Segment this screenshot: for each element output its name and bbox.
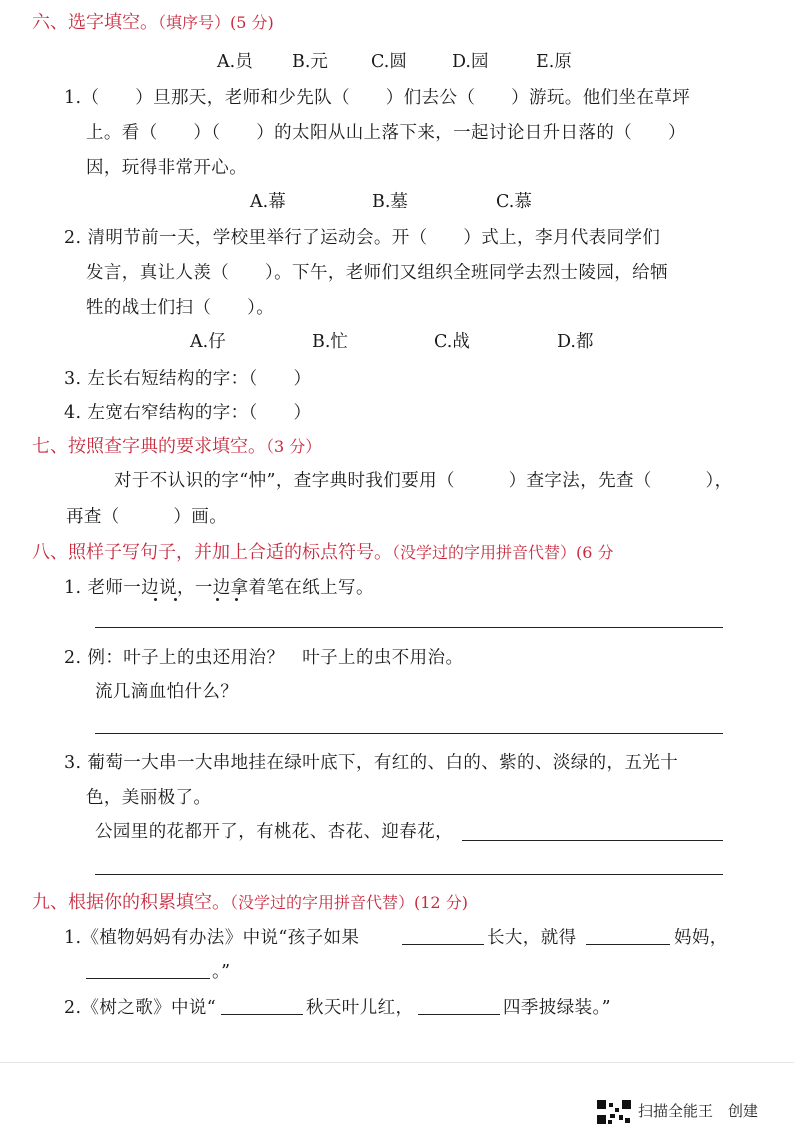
section8-heading [32,538,614,564]
option-list-3-c: C.战 [434,332,470,352]
section6-heading [32,8,274,34]
option-list-3-d: D.都 [557,332,594,352]
fill-blank[interactable] [221,1014,303,1015]
option-list-3-b: B.忙 [312,332,348,352]
section8-q3-line-2: 色，美丽极了。 [86,788,212,808]
section8-q1-line: 1. 老师一边说，一边拿着笔在纸上写。 [64,578,374,598]
q1-line-2: 上。看（ ）（ ）的太阳从山上落下来，一起讨论日升日落的（ ） [86,123,686,143]
section9-q1-part-a: 1.《植物妈妈有办法》中说“孩子如果 [64,928,360,948]
fill-blank[interactable] [418,1014,500,1015]
answer-line[interactable] [95,733,723,734]
option-list-1-d: D.园 [452,52,489,72]
option-list-1-c: C.圆 [371,52,407,72]
section9-q1-part-b: 长大，就得 [487,928,577,948]
q2-line-1: 2. 清明节前一天，学校里举行了运动会。开（ ）式上，李月代表同学们 [64,228,661,248]
section7-heading [32,432,321,458]
section6-note: （填序号）(5 分) [158,13,274,32]
q4-line: 4. 左宽右窄结构的字：（ ） [64,403,312,423]
section8-q2-example: 2. 例：叶子上的虫还用治？ 叶子上的虫不用治。 [64,648,464,668]
section7-note: （3 分） [266,437,322,456]
emphasis-dot [235,598,238,601]
section8-title: 八、照样子写句子，并加上合适的标点符号。 [32,542,392,563]
answer-line[interactable] [95,627,723,628]
option-list-1-a: A.员 [217,52,253,72]
section9-q2-part-c: 四季披绿装。” [503,998,611,1018]
option-list-1-b: B.元 [292,52,328,72]
qr-code-icon [597,1100,631,1124]
section6-title: 六、选字填空。 [32,12,158,33]
q1-line-1: 1.（ ）旦那天，老师和少先队（ ）们去公（ ）游玩。他们坐在草坪 [64,88,691,108]
section9-note: （没学过的字用拼音代替）(12 分) [230,893,468,912]
emphasis-dot [216,598,219,601]
fill-blank[interactable] [402,944,484,945]
section9-heading [32,888,468,914]
q3-line: 3. 左长右短结构的字：（ ） [64,369,312,389]
q2-line-2: 发言，真让人羡（ ）。下午，老师们又组织全班同学去烈士陵园，给牺 [86,263,668,283]
fill-blank[interactable] [586,944,670,945]
option-list-2-a: A.幕 [250,192,286,212]
footer-divider [0,1062,794,1063]
section8-q3-line-1: 3. 葡萄一大串一大串地挂在绿叶底下，有红的、白的、紫的、淡绿的，五光十 [64,753,679,773]
section8-note: （没学过的字用拼音代替）(6 分 [392,543,614,562]
section9-q2-part-b: 秋天叶儿红， [306,998,414,1018]
fill-blank[interactable] [86,978,210,979]
scanner-brand-label: 扫描全能王 创建 [638,1102,759,1120]
emphasis-dot [174,598,177,601]
section7-line-1: 对于不认识的字“忡”，查字典时我们要用（ ）查字法，先查（ ）， [114,471,733,491]
emphasis-dot [154,598,157,601]
section9-q2-part-a: 2.《树之歌》中说“ [64,998,217,1018]
option-list-2-c: C.慕 [496,192,532,212]
section7-title: 七、按照查字典的要求填空。 [32,436,266,457]
q1-line-3: 因，玩得非常开心。 [86,158,248,178]
answer-line[interactable] [95,874,723,875]
section9-title: 九、根据你的积累填空。 [32,892,230,913]
answer-line[interactable] [462,840,723,841]
option-list-2-b: B.墓 [372,192,408,212]
section7-line-2: 再查（ ）画。 [66,507,228,527]
option-list-3-a: A.仔 [190,332,226,352]
section8-q3-prompt: 公园里的花都开了，有桃花、杏花、迎春花， [95,822,453,842]
q2-line-3: 牲的战士们扫（ ）。 [86,298,275,318]
section9-q1-part-d: 。” [212,962,231,982]
section9-q1-part-c: 妈妈， [674,928,728,948]
section8-q2-prompt: 流几滴血怕什么？ [95,682,239,702]
option-list-1-e: E.原 [536,52,572,72]
